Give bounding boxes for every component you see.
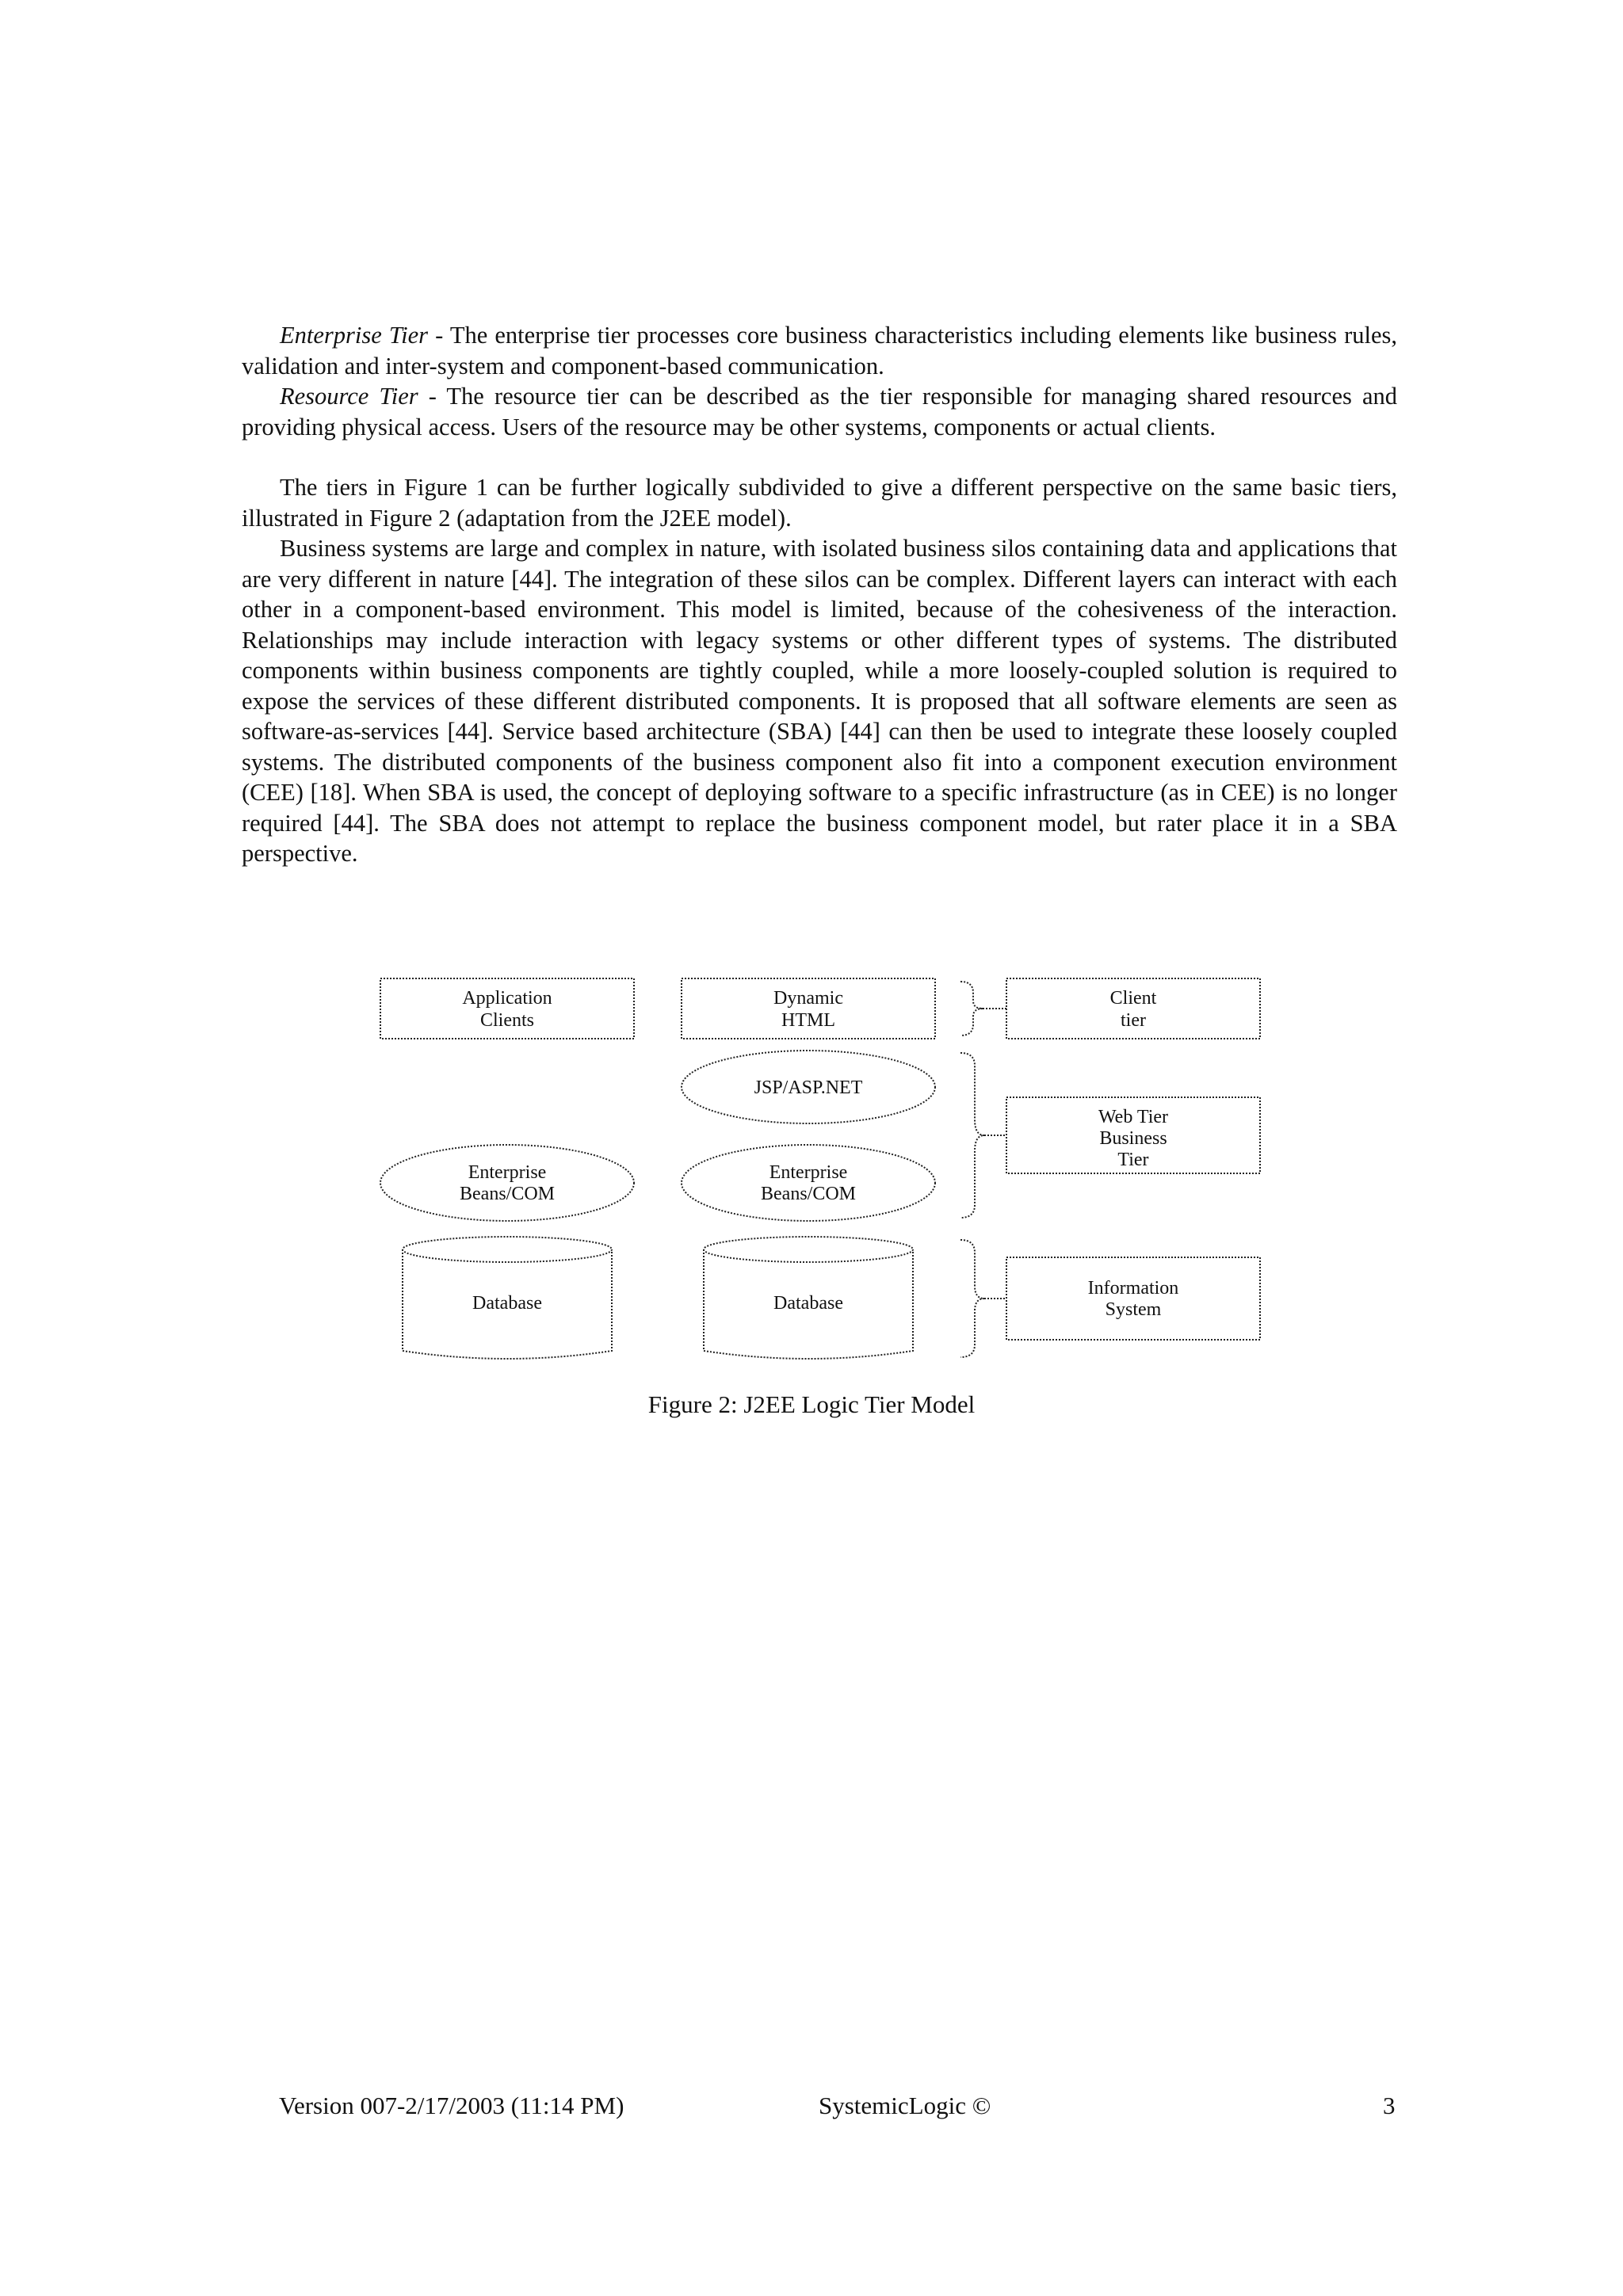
database-left-label: Database [472,1293,542,1314]
information-system-brace [960,1240,984,1357]
client-tier-box [1006,978,1260,1039]
client-tier-brace [960,982,983,1035]
paragraph-tiers-subdivided: The tiers in Figure 1 can be further logically subdivided to give a different perspective on the same basic tiers, illustrated in Figure 2 (adaptation from the J2EE model). [242,474,1397,532]
paragraph-business-systems: Business systems are large and complex in nature, with isolated business silos containing data and applications that are very different in nature [44]. The integration of these silos can be complex. Different layers can interact with each other in a component-based environment. This model is limited, because of the cohesiveness of the interaction. Relationships may include interaction with legacy systems or other different types of systems. The distributed components within business components are tightly coupled, while a more loosely-coupled solution is required to expose the services of these different distributed components. It is proposed that all software elements are seen as software-as-services [44]. Service based architecture (SBA) [44] can then be used to integrate these loosely coupled systems. The distributed components of the business component also fit into a component execution environment (CEE) [18]. When SBA is used, the concept of deploying software to a specific infrastructure (as in CEE) is no longer required [44]. The SBA does not attempt to replace the business component model, but rater place it in a SBA perspective. [242,535,1397,867]
application-clients-label-1: Application [462,988,552,1009]
information-system-label-1: Information [1087,1278,1179,1299]
web-business-tier-brace [960,1053,984,1218]
paragraph-enterprise-tier [242,320,1397,381]
database-right-cylinder [704,1237,913,1359]
database-right-label: Database [773,1293,843,1314]
information-system-box [1006,1257,1260,1340]
footer-brand: SystemicLogic © [819,2092,991,2119]
web-business-tier-label-3: Tier [1117,1150,1149,1170]
information-system-label-2: System [1105,1299,1162,1320]
dynamic-html-box [682,978,935,1039]
application-clients-box [380,978,634,1039]
client-tier-label-2: tier [1121,1010,1146,1031]
jsp-asp-label: JSP/ASP.NET [754,1077,863,1098]
enterprise-beans-right-ellipse [682,1145,935,1221]
resource-tier-text: - The resource tier can be described as the tier responsible for managing shared resources and providing physical access. Users of the resource may be other systems, components or actual clients. [242,383,1397,441]
enterprise-tier-text: - The enterprise tier processes core business characteristics including elements like business rules, validation and inter-system and component-based communication. [242,322,1398,379]
term-enterprise-tier: Enterprise Tier [280,322,429,349]
client-tier-label-1: Client [1109,988,1157,1009]
enterprise-beans-left-label-1: Enterprise [468,1162,547,1183]
application-clients-label-2: Clients [479,1010,535,1031]
footer-version: Version 007-2/17/2003 (11:14 PM) [279,2092,624,2119]
figure-caption: Figure 2: J2EE Logic Tier Model [647,1390,976,1418]
web-business-tier-label-2: Business [1099,1128,1167,1149]
jsp-asp-ellipse [682,1051,935,1123]
enterprise-beans-left-label-2: Beans/COM [460,1184,555,1204]
term-resource-tier: Resource Tier [280,383,418,410]
dynamic-html-label-2: HTML [781,1010,835,1031]
web-business-tier-label-1: Web Tier [1098,1107,1169,1127]
database-left-cylinder [403,1237,612,1359]
enterprise-beans-left-ellipse [380,1145,634,1221]
footer-page-number: 3 [1383,2092,1396,2119]
enterprise-beans-right-label-1: Enterprise [769,1162,848,1183]
web-business-tier-box [1006,1097,1260,1173]
body-text [242,320,1397,869]
j2ee-tier-diagram [372,971,1268,1375]
paragraph-resource-tier [242,381,1397,442]
dynamic-html-label-1: Dynamic [773,988,843,1009]
enterprise-beans-right-label-2: Beans/COM [761,1184,856,1204]
